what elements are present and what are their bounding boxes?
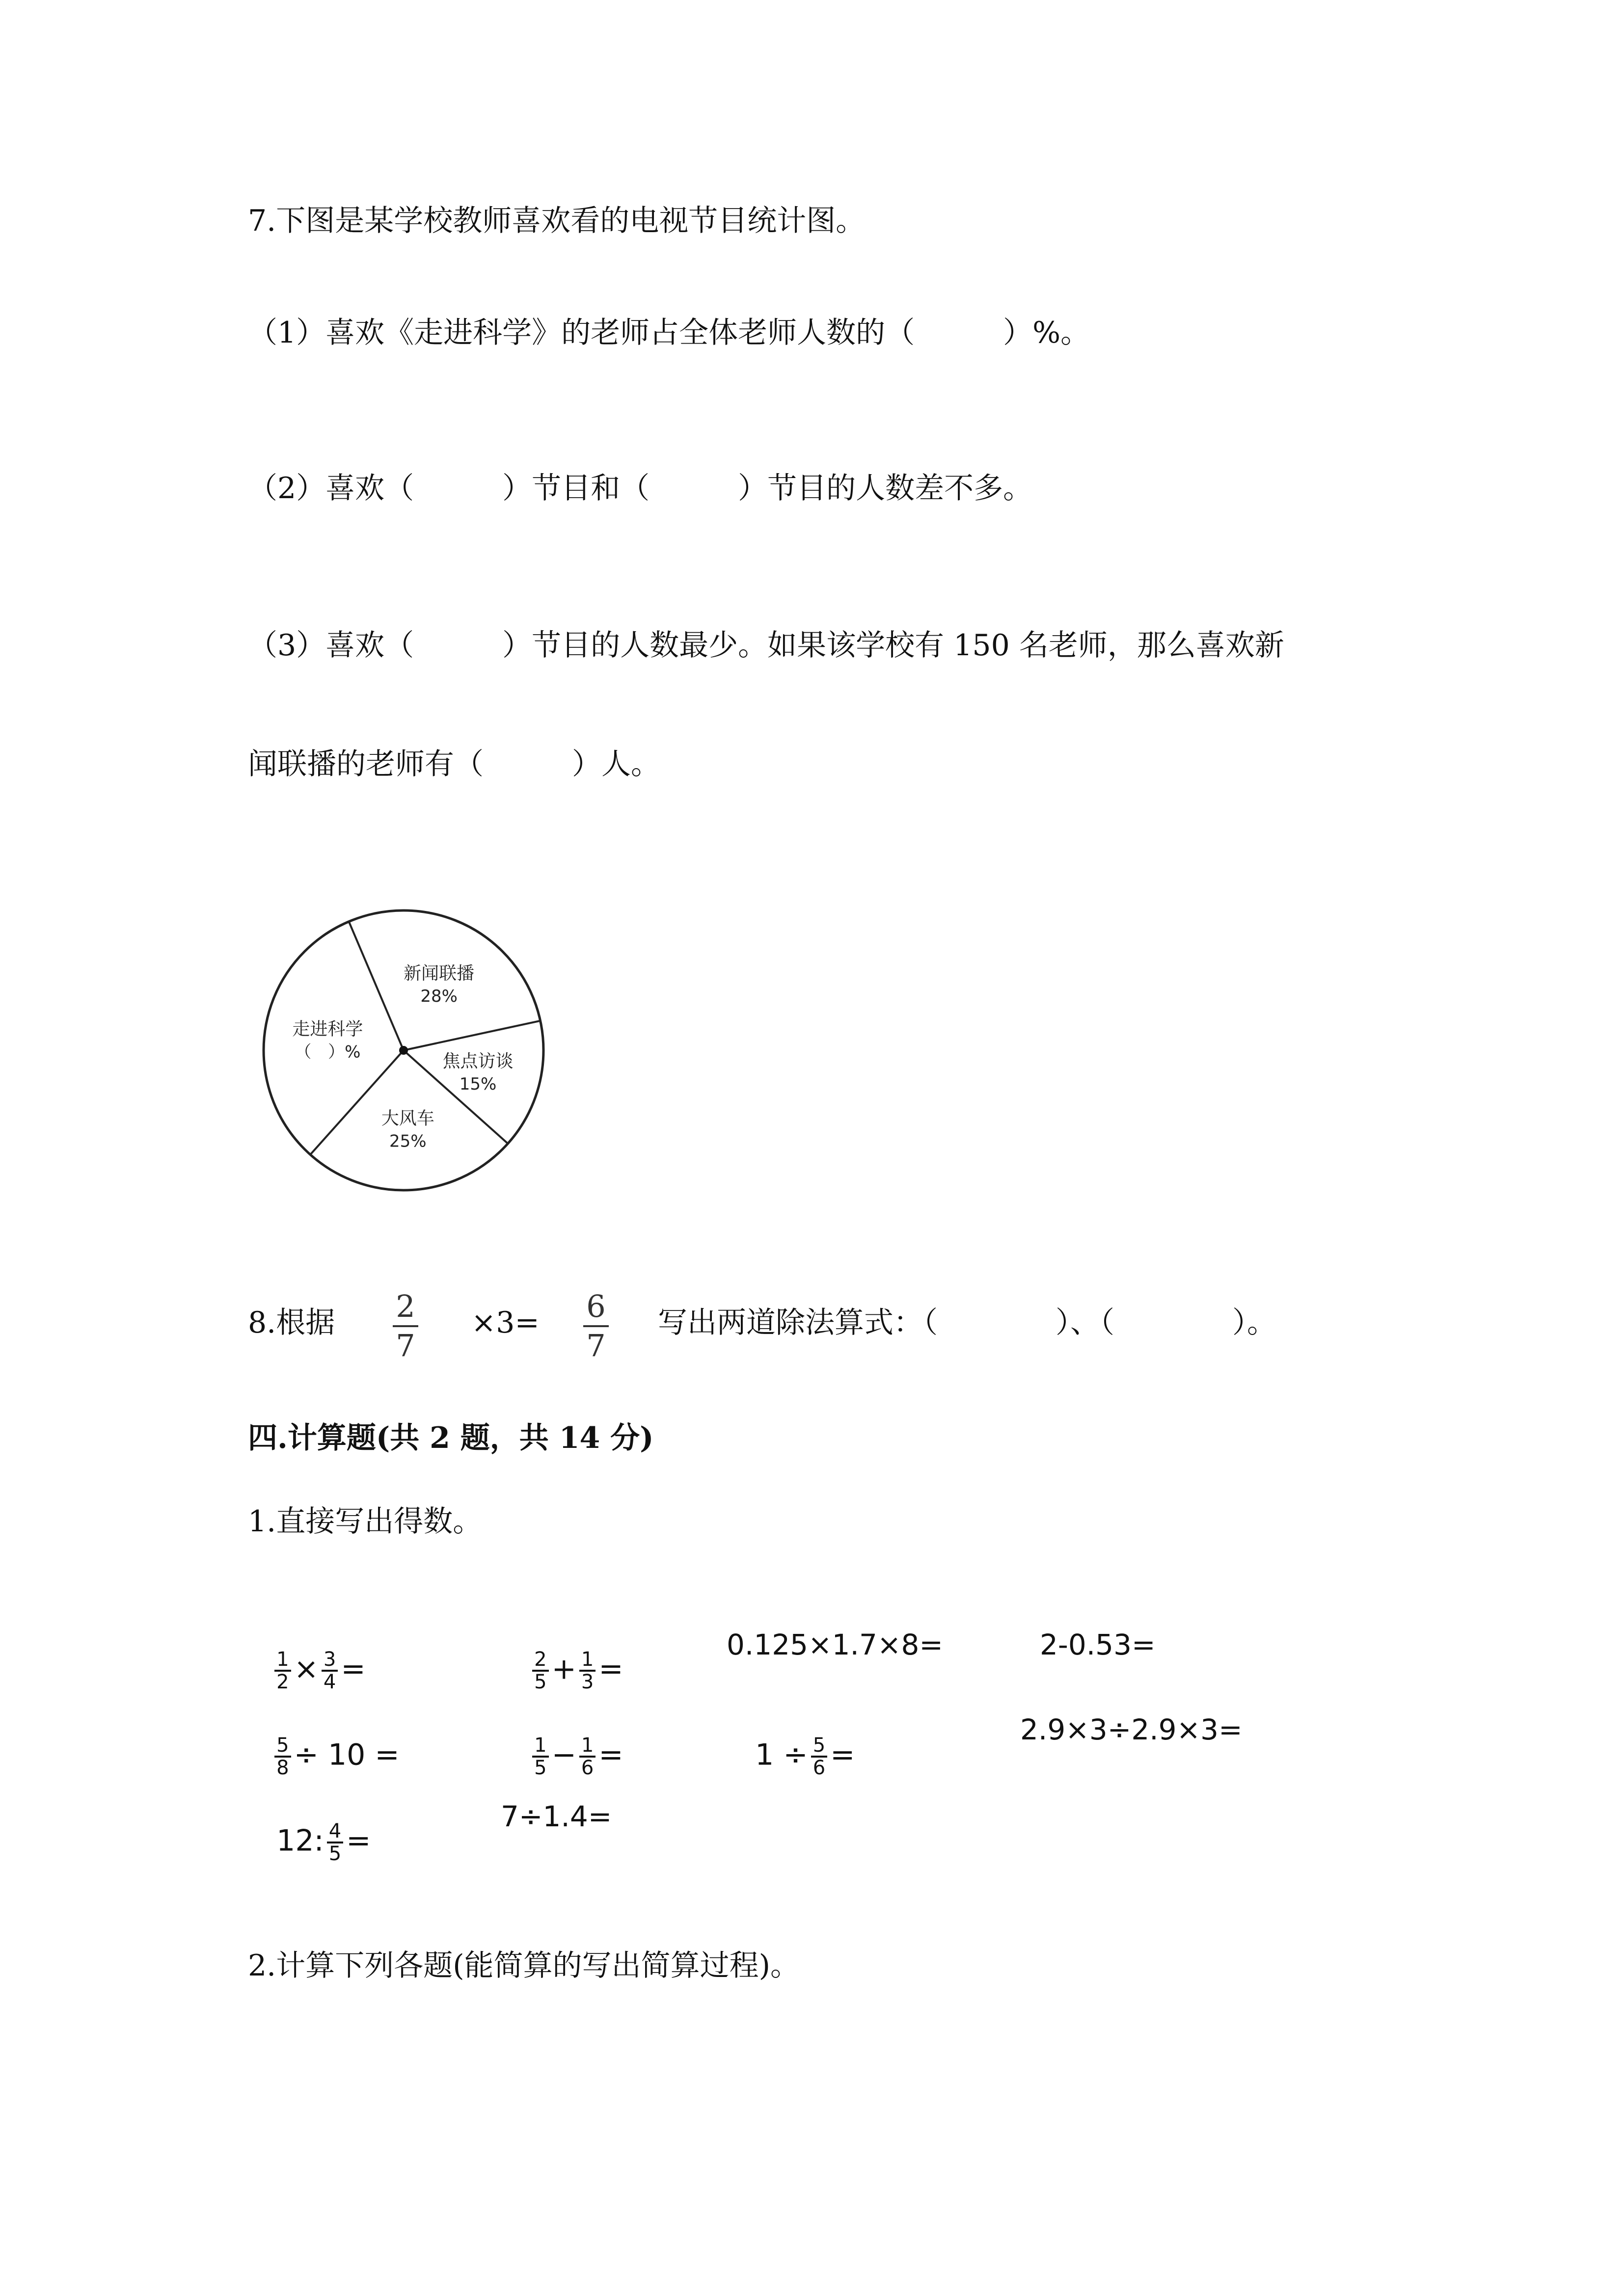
denominator: 4 bbox=[323, 1671, 336, 1693]
fraction bbox=[579, 1649, 595, 1692]
q7-part3-line1: （3）喜欢（ ）节目的人数最少。如果该学校有 150 名老师，那么喜欢新 bbox=[248, 628, 1284, 663]
fraction bbox=[274, 1735, 291, 1778]
section4-q1: 1.直接写出得数。 bbox=[248, 1504, 483, 1539]
pie-slice-value: 28% bbox=[420, 986, 458, 1006]
numerator: 3 bbox=[323, 1648, 336, 1671]
denominator: 5 bbox=[328, 1842, 342, 1865]
fraction bbox=[322, 1649, 338, 1692]
equals: = bbox=[341, 1652, 366, 1686]
calc-expr-6 bbox=[511, 1706, 623, 1778]
pie-slice-value: 25% bbox=[389, 1131, 427, 1151]
q7-part2: （2）喜欢（ ）节目和（ ）节目的人数差不多。 bbox=[248, 471, 1033, 506]
fraction bbox=[811, 1735, 827, 1778]
numerator: 1 bbox=[276, 1648, 289, 1671]
numerator: 2 bbox=[534, 1648, 547, 1671]
remainder: ÷ 10 = bbox=[294, 1737, 400, 1772]
lead: 12: bbox=[276, 1823, 324, 1858]
denominator: 5 bbox=[534, 1757, 547, 1779]
operator: × bbox=[294, 1652, 319, 1686]
calc-expr-10: 7÷1.4= bbox=[501, 1800, 612, 1833]
pie-slice-label: 新闻联播 bbox=[404, 963, 475, 984]
pie-slice-label: 走进科学 bbox=[292, 1019, 363, 1040]
q8-frac2-numerator: 6 bbox=[586, 1288, 606, 1324]
pie-slice-label: 大风车 bbox=[381, 1108, 434, 1129]
fraction-bar bbox=[583, 1325, 609, 1327]
denominator: 3 bbox=[581, 1671, 594, 1693]
operator: + bbox=[551, 1652, 576, 1686]
q8-frac1-denominator: 7 bbox=[396, 1328, 415, 1364]
pie-slice-value: （ ）% bbox=[295, 1042, 361, 1062]
denominator: 8 bbox=[276, 1757, 289, 1779]
fraction bbox=[532, 1649, 548, 1692]
denominator: 5 bbox=[534, 1671, 547, 1693]
q7-part1: （1）喜欢《走进科学》的老师占全体老师人数的（ ）%。 bbox=[248, 316, 1090, 350]
q8-times3: ×3= bbox=[471, 1306, 540, 1340]
denominator: 2 bbox=[276, 1671, 289, 1693]
q8-fraction-2-7 bbox=[393, 1290, 418, 1362]
numerator: 4 bbox=[328, 1820, 342, 1842]
section4-q2: 2.计算下列各题(能简算的写出简算过程)。 bbox=[248, 1949, 800, 1983]
fraction bbox=[327, 1821, 343, 1864]
q8-frac1-numerator: 2 bbox=[396, 1288, 415, 1324]
numerator: 1 bbox=[581, 1734, 594, 1757]
q8-fraction-6-7 bbox=[583, 1290, 609, 1362]
calc-expr-7 bbox=[736, 1706, 855, 1778]
denominator: 6 bbox=[812, 1757, 826, 1779]
fraction bbox=[532, 1735, 548, 1778]
section4-heading: 四.计算题(共 2 题，共 14 分) bbox=[248, 1421, 654, 1455]
q8-frac2-denominator: 7 bbox=[586, 1328, 606, 1364]
pie-chart bbox=[251, 898, 556, 1202]
q8-prefix: 8.根据 bbox=[248, 1306, 335, 1340]
numerator: 1 bbox=[534, 1734, 547, 1757]
pie-slice-value: 15% bbox=[459, 1074, 497, 1095]
numerator: 5 bbox=[812, 1734, 826, 1757]
q7-title: 7.下图是某学校教师喜欢看的电视节目统计图。 bbox=[248, 204, 866, 238]
lead: 1 ÷ bbox=[755, 1737, 808, 1772]
q7-part3-line2: 闻联播的老师有（ ）人。 bbox=[248, 747, 660, 781]
pie-center-dot bbox=[399, 1046, 408, 1055]
calc-expr-2 bbox=[511, 1620, 623, 1692]
equals: = bbox=[346, 1823, 371, 1858]
calc-expr-5 bbox=[253, 1706, 400, 1778]
equals: = bbox=[598, 1737, 623, 1772]
numerator: 5 bbox=[276, 1734, 289, 1757]
calc-expr-4: 2-0.53= bbox=[1040, 1628, 1156, 1661]
q8-suffix: 写出两道除法算式：（ ）、（ ）。 bbox=[658, 1306, 1276, 1340]
equals: = bbox=[830, 1737, 855, 1772]
numerator: 1 bbox=[581, 1648, 594, 1671]
calc-expr-9 bbox=[258, 1791, 371, 1864]
equals: = bbox=[598, 1652, 623, 1686]
fraction bbox=[579, 1735, 595, 1778]
fraction-bar bbox=[393, 1325, 418, 1327]
fraction bbox=[274, 1649, 291, 1692]
calc-expr-3: 0.125×1.7×8= bbox=[727, 1628, 943, 1661]
calc-expr-1 bbox=[253, 1620, 366, 1692]
calc-expr-8: 2.9×3÷2.9×3= bbox=[1020, 1713, 1243, 1746]
denominator: 6 bbox=[581, 1757, 594, 1779]
pie-slice-label: 焦点访谈 bbox=[442, 1051, 514, 1072]
operator: − bbox=[551, 1737, 576, 1772]
